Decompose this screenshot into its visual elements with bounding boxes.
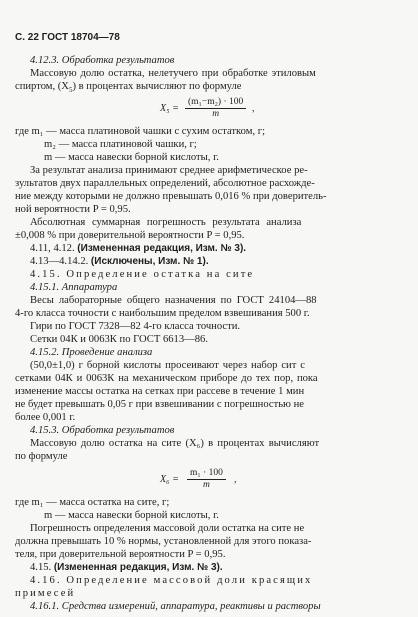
section-title-4-12-3: 4.12.3. Обработка результатов xyxy=(30,55,175,66)
paragraph-line: ±0,008 % при доверительной вероятности P = 0,95. xyxy=(15,230,245,241)
formula-x6-comma: , xyxy=(234,474,237,485)
where-line: m — масса навески борной кислоты, г. xyxy=(44,510,219,521)
where-line: где m₁ — масса остатка на сите, г; xyxy=(15,497,170,508)
paragraph-line: Гири по ГОСТ 7328—82 4-го класса точности. xyxy=(30,321,241,332)
section-title-4-16: 4.16. Определение массовой доли красящих xyxy=(30,575,313,586)
formula-x6-fraction xyxy=(187,468,226,491)
paragraph-line: Весы лабораторные общего назначения по ГОСТ 24104—88 xyxy=(30,295,317,306)
paragraph-line: Сетки 04К и 0063К по ГОСТ 6613—86. xyxy=(30,334,208,345)
formula-x5-lhs: X₅ = xyxy=(160,103,179,114)
paragraph-line: спиртом, $(X_5)$ в процентах вычисляют по формуле xyxy=(15,81,242,95)
subsection-title: 4.15.2. Проведение анализа xyxy=(30,347,153,358)
formula-denominator: m xyxy=(203,480,210,490)
paragraph-line: ной вероятности P = 0,95. xyxy=(15,204,131,215)
paragraph-line: 4-го класса точности с наибольшим пределом взвешивания 500 г. xyxy=(15,308,310,319)
paragraph-line: зультатов двух параллельных определений, абсолютное расхожде- xyxy=(15,178,315,189)
formula-x5-comma: , xyxy=(252,103,255,114)
paragraph-line: Погрешность определения массовой доли остатка на сите не xyxy=(30,523,305,534)
paragraph-line: Абсолютная суммарная погрешность результата анализа xyxy=(30,217,302,228)
where-line: m — масса навески борной кислоты, г. xyxy=(44,152,219,163)
change-note: 4.13—4.14.2. (Исключены, Изм. № 1). xyxy=(30,256,209,267)
paragraph-line: по формуле xyxy=(15,451,68,462)
change-note: 4.11, 4.12. (Измененная редакция, Изм. № 3). xyxy=(30,243,247,254)
paragraph-line: теля, при доверительной вероятности P = 0,95. xyxy=(15,549,226,560)
section-title-4-16-cont: примесей xyxy=(15,588,76,599)
where-line: m₂ — масса платиновой чашки, г; xyxy=(44,139,197,150)
formula-x5-fraction xyxy=(185,97,246,120)
paragraph-line: (50,0±1,0) г борной кислоты просеивают через набор сит с xyxy=(30,360,306,371)
subsection-title: 4.15.3. Обработка результатов xyxy=(30,425,175,436)
formula-x6-lhs: X₆ = xyxy=(160,474,179,485)
paragraph-line: Массовую долю остатка на сите (X₆) в процентах вычисляют xyxy=(30,438,320,449)
paragraph-line: сетками 04К и 0063К на механическом приборе до тех пор, пока xyxy=(15,373,318,384)
paragraph-line: За результат анализа принимают среднее арифметическое ре- xyxy=(30,165,308,176)
section-title-4-15: 4.15. Определение остатка на сите xyxy=(30,269,255,280)
paragraph-line: изменение массы остатка на сетках при рассеве в течение 1 мин xyxy=(15,386,305,397)
formula-numerator: (m₁−m₂) · 100 xyxy=(185,97,246,109)
paragraph-line: не будет превышать 0,05 г при взвешивании с погрешностью не xyxy=(15,399,304,410)
paragraph-line: должна превышать 10 % нормы, установленной для этого показа- xyxy=(15,536,312,547)
page-header: С. 22 ГОСТ 18704—78 xyxy=(15,32,120,43)
subsection-title: 4.15.1. Аппаратура xyxy=(30,282,118,293)
paragraph-line: Массовую долю остатка, нелетучего при обработке этиловым xyxy=(30,68,316,79)
paragraph-line: ние между которыми не должно превышать 0,016 % при доверитель- xyxy=(15,191,327,202)
formula-denominator: m xyxy=(212,109,220,119)
subsection-title: 4.16.1. Средства измерений, аппаратура, реактивы и растворы xyxy=(30,601,321,612)
formula-numerator: m₁ · 100 xyxy=(187,468,226,480)
change-note: 4.15. (Измененная редакция, Изм. № 3). xyxy=(30,562,223,573)
paragraph-line: более 0,001 г. xyxy=(15,412,76,423)
where-line: где m₁ — масса платиновой чашки с сухим остатком, г; xyxy=(15,126,266,137)
